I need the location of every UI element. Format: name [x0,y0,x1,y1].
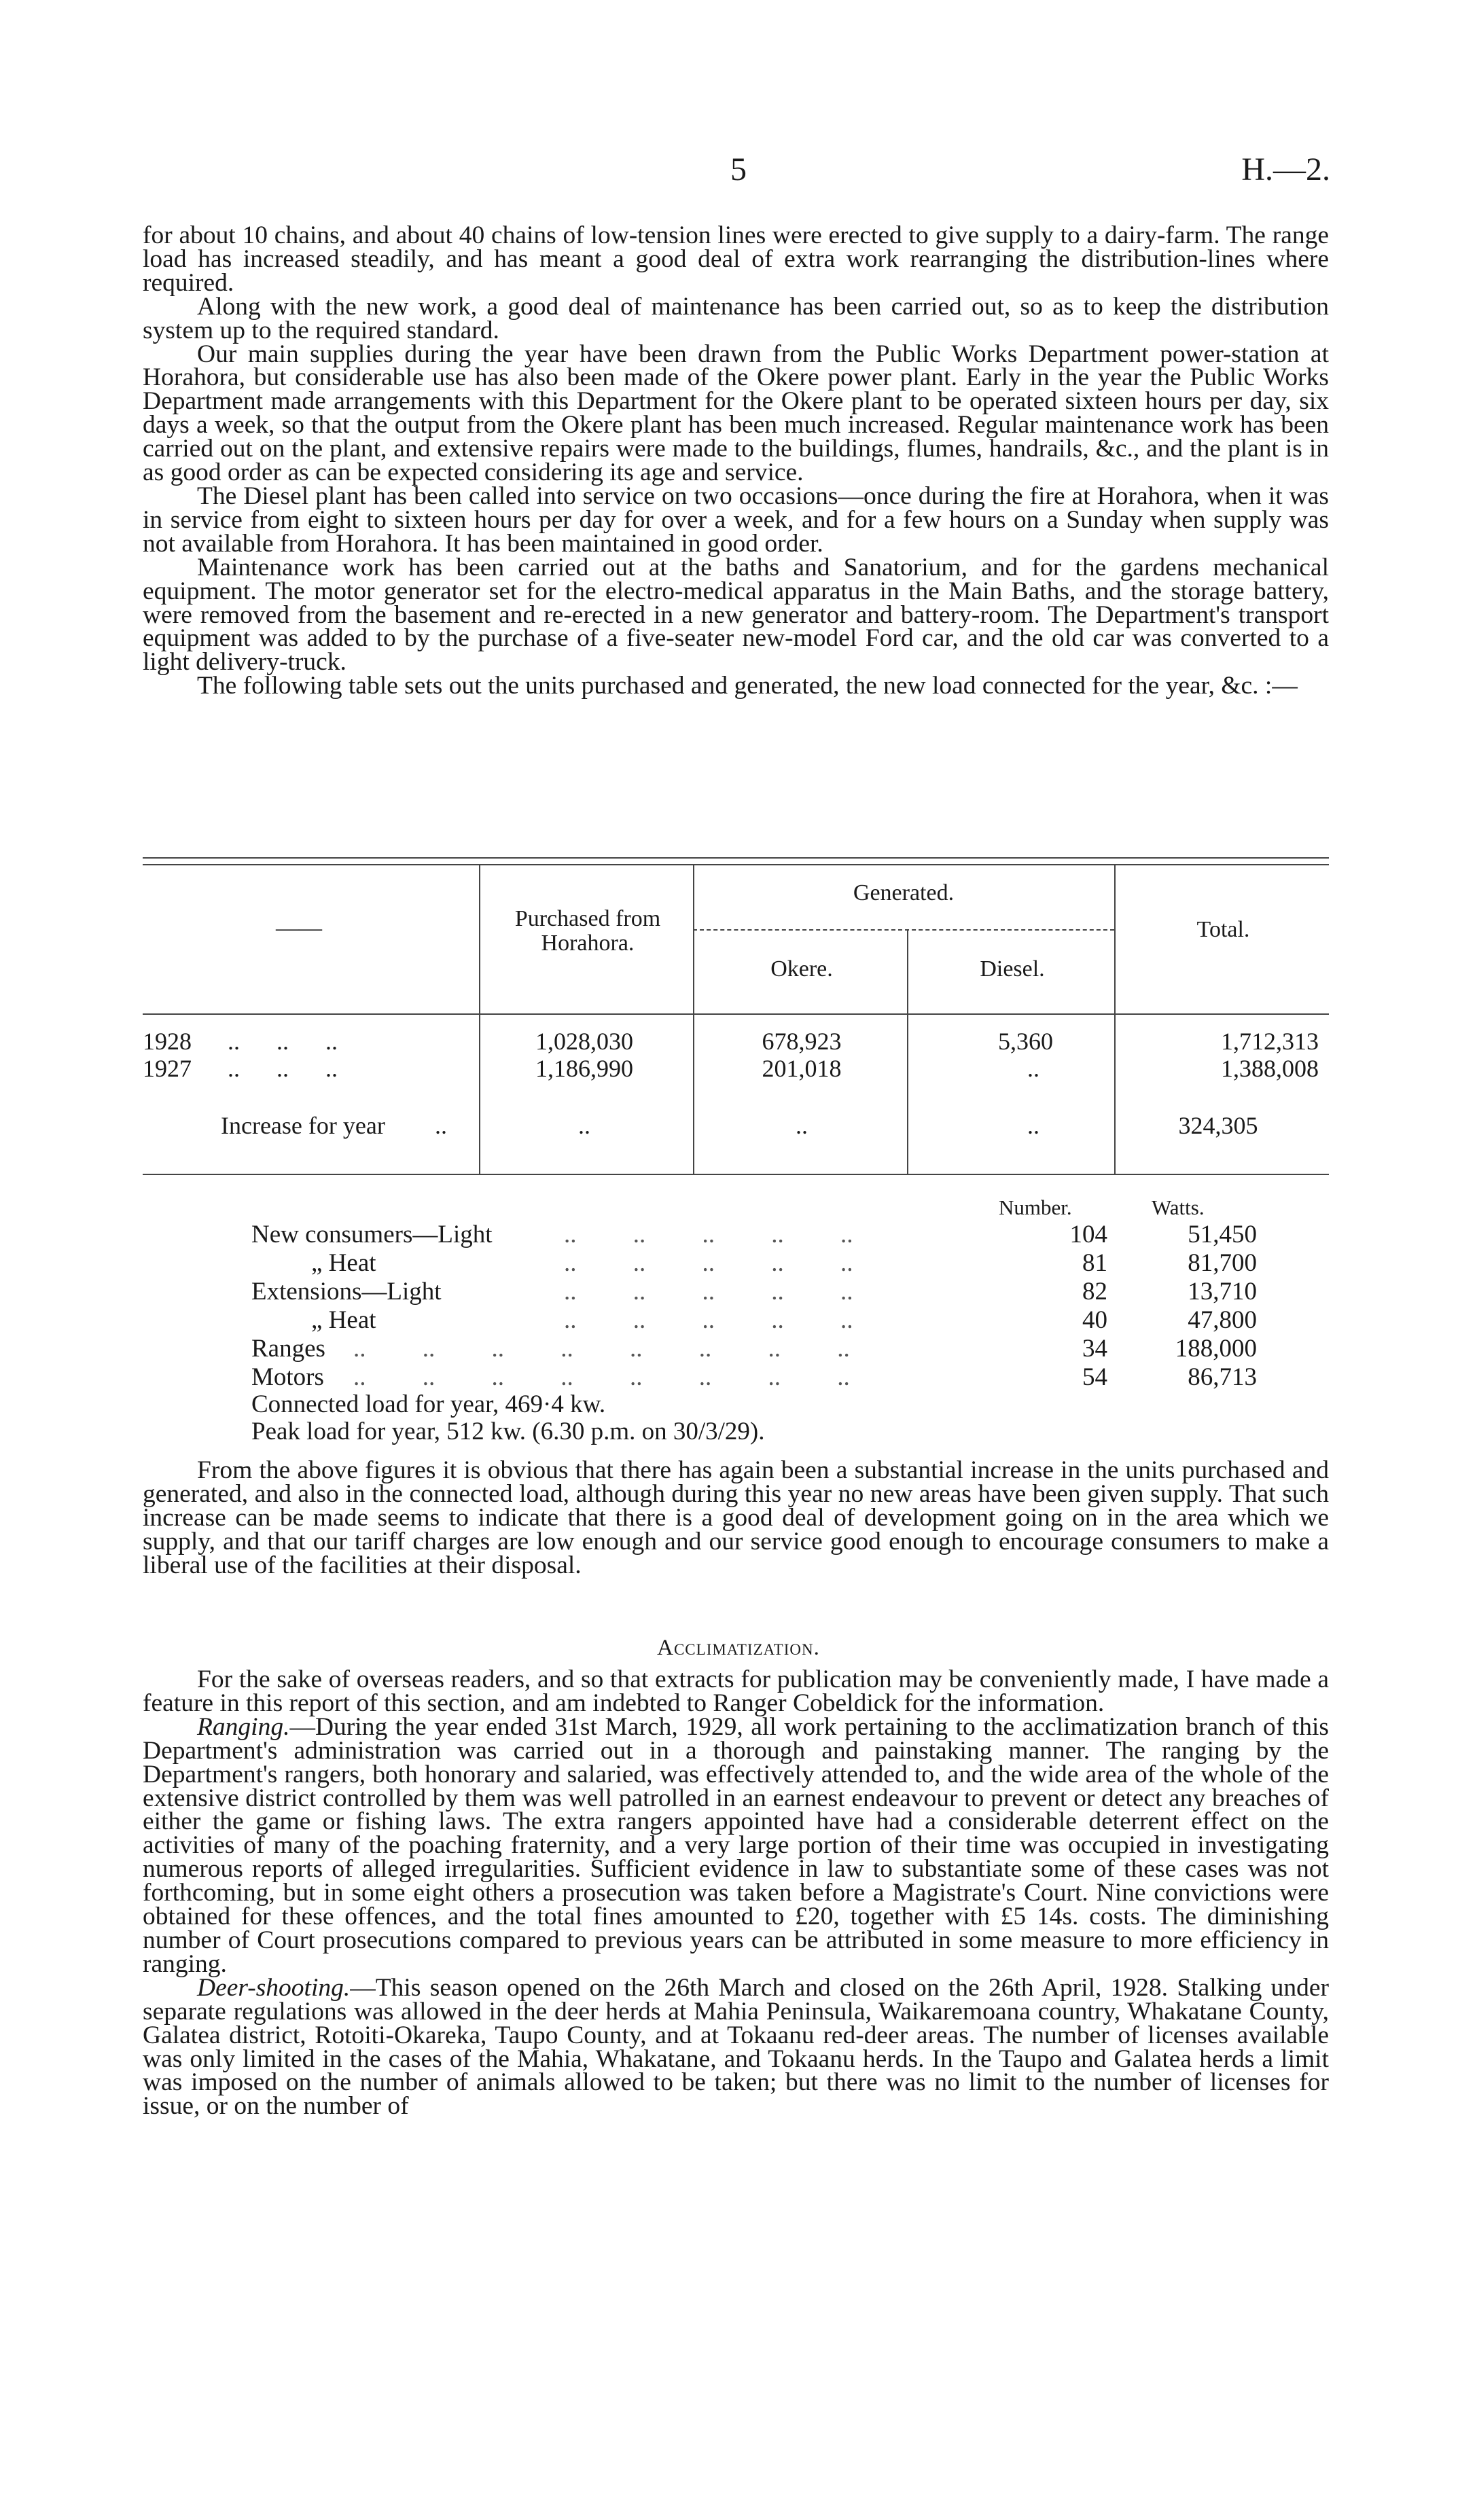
document-code: H.—2. [1241,151,1330,187]
paragraph: Along with the new work, a good deal of maintenance has been carried out, so as to keep the distribution system up to the required standard. [143,292,1329,344]
col-header-total: Total. [1196,917,1250,942]
ranging-paragraph [143,1712,1329,1978]
cell-total: 1,388,008 [1221,1055,1319,1082]
stat-label: Ranges [251,1335,325,1363]
deer-text: —This season opened on the 26th March and closed on the 26th April, 1928. Stalking under separate regulations was allowed in the deer herds at Mahia Peninsula, Waikaremoana country, Whakatane County, Galatea district, Rotoiti-Okareka, Taupo County, and at Tokaanu red-deer areas. The number of licenses available was only limited in the cases of the Mahia, Whakatane, and Tokaanu herds. In the Taupo and Galatea herds a limit was imposed on the number of animals allowed to be taken; but there was no limit to the number of licenses for issue, or on the number of [143,1973,1329,2121]
col-header-purchased: Purchased from Horahora. [514,906,661,956]
peak-load [251,1417,1311,1445]
cell-diesel: 5,360 [998,1028,1053,1055]
row-label: Increase for year [221,1112,385,1139]
deer-paragraph [143,1973,1329,2121]
stat-number: 81 [1082,1249,1107,1277]
stub-header: —— [276,916,322,941]
acclimatization-section [143,1668,1329,2119]
table-column-rule [693,864,694,1174]
stat-row [251,1306,1311,1334]
stat-row [251,1277,1311,1306]
deer-lead: Deer-shooting. [197,1973,351,2002]
leader-dots: .. .. .. .. .. .. .. .. [353,1335,850,1363]
summary-paragraph [143,1456,1329,1579]
cell-okere: .. [796,1112,808,1139]
leader-dots: .. [435,1112,447,1139]
leader-dots: .. .. .. .. .. [564,1306,853,1334]
stat-watts: 81,700 [1188,1249,1257,1277]
col-header-number: Number. [999,1195,1072,1219]
table-rule [693,929,1114,931]
cell-purchased: 1,186,990 [535,1055,633,1082]
stat-number: 54 [1082,1363,1107,1391]
table-column-rule [479,864,480,1174]
stat-number: 40 [1082,1306,1107,1334]
stat-watts: 188,000 [1175,1335,1257,1363]
intro-paragraphs [143,221,1329,700]
connected-load [251,1390,1311,1418]
ranging-text: —During the year ended 31st March, 1929, all work pertaining to the acclimatization branch of this Department's administration was carried out in a thorough and painstaking manner. The ranging by the Department's rangers, both honorary and salaried, was effectively attended to, and the wide area of the whole of the extensive district controlled by them was well patrolled in an earnest endeavour to prevent or detect any breaches of either the game or fishing laws. The extra rangers appointed have had a considerable deterrent effect on the activities of many of the poaching fraternity, and a very large portion of their time was occupied in investigating numerous reports of alleged irregularities. Sufficient evidence in law to substantiate some of these cases was not forthcoming, but in some eight others a prosecution was taken before a Magistrate's Court. Nine convictions were obtained for these offences, and the total fines amounted to £20, together with £5 14s. costs. The diminishing number of Court prosecutions compared to previous years can be attributed in some measure to more efficiency in ranging. [143,1712,1329,1978]
paragraph: The following table sets out the units purchased and generated, the new load connected for the year, &c. :— [197,672,1298,700]
paragraph: Maintenance work has been carried out at the baths and Sanatorium, and for the gardens mechanical equipment. The motor generator set for the electro-medical apparatus in the Main Baths, and the storage battery, were removed from the basement and re-erected in a new generator and battery-room. The Department's transport equipment was added to by the purchase of a five-seater new-model Ford car, and the old car was converted to a light delivery-truck. [143,553,1329,677]
peak-load-text: Peak load for year, 512 kw. (6.30 p.m. on 30/3/29). [251,1418,765,1445]
row-label: 1927 [143,1055,192,1082]
stat-label: „ Heat [311,1306,376,1334]
stat-label: New consumers—Light [251,1221,493,1248]
table-column-rule [907,931,908,1174]
table-rule [143,1013,1329,1015]
col-header-diesel: Diesel. [980,956,1045,982]
section-heading: Acclimatization. [657,1636,820,1660]
stat-label: Extensions—Light [251,1278,442,1306]
col-header-okere: Okere. [770,956,833,982]
table-rule [143,1174,1329,1175]
col-header-generated: Generated. [853,880,955,905]
table-rule [143,857,1329,859]
cell-purchased: .. [578,1112,590,1139]
cell-okere: 201,018 [762,1055,842,1082]
cell-okere: 678,923 [762,1028,842,1055]
cell-diesel: .. [1027,1112,1039,1139]
ranging-lead: Ranging. [197,1712,290,1741]
stat-row [251,1220,1311,1248]
page-number: 5 [730,151,747,187]
stat-number: 34 [1082,1335,1107,1363]
leader-dots: .. .. .. .. .. [564,1249,853,1277]
paragraph: From the above figures it is obvious that there has again been a substantial increase in the units purchased and generated, and also in the connected load, although during this year no new areas have been given supply. That such increase can be made seems to indicate that there is a good deal of development going on in the area which we supply, and that our tariff charges are low enough and our service good enough to encourage consumers to make a liberal use of the facilities at their disposal. [143,1456,1329,1579]
leader-dots: .. .. .. [228,1028,338,1055]
paragraph: For the sake of overseas readers, and so that extracts for publication may be conveniently made, I have made a feature in this report of this section, and am indebted to Ranger Cobeldick for the information. [143,1666,1329,1717]
stat-watts: 13,710 [1188,1278,1257,1306]
stat-row [251,1363,1311,1391]
paragraph: for about 10 chains, and about 40 chains of low-tension lines were erected to give supply to a dairy-farm. The range load has increased steadily, and has meant a good deal of extra work rearranging the distribution-lines where required. [143,221,1329,297]
cell-purchased: 1,028,030 [535,1028,633,1055]
row-label: 1928 [143,1028,192,1055]
paragraph: The Diesel plant has been called into service on two occasions—once during the fire at Horahora, when it was in service from eight to sixteen hours per day for over a week, and for a few hours on a Sunday when supply was not available from Horahora. It has been maintained in good order. [143,482,1329,558]
stat-number: 82 [1082,1278,1107,1306]
table-column-rule [1114,864,1116,1174]
stat-watts: 51,450 [1188,1221,1257,1248]
leader-dots: .. .. .. .. .. .. .. .. [353,1363,850,1391]
leader-dots: .. .. .. .. .. [564,1278,853,1306]
cell-total: 324,305 [1178,1112,1258,1139]
cell-diesel: .. [1027,1055,1039,1082]
col-header-watts: Watts. [1152,1195,1205,1219]
stat-label: Motors [251,1363,324,1391]
leader-dots: .. .. .. .. .. [564,1221,853,1248]
leader-dots: .. .. .. [228,1055,338,1082]
stat-label: „ Heat [311,1249,376,1277]
stat-watts: 86,713 [1188,1363,1257,1391]
stat-row [251,1248,1311,1277]
connected-load-text: Connected load for year, 469·4 kw. [251,1390,606,1418]
cell-total: 1,712,313 [1221,1028,1319,1055]
stat-number: 104 [1069,1221,1107,1248]
stat-row [251,1334,1311,1363]
stat-watts: 47,800 [1188,1306,1257,1334]
paragraph: Our main supplies during the year have been drawn from the Public Works Department power-station at Horahora, but considerable use has also been made of the Okere power plant. Early in the year the Public Works Department made arrangements with this Department for the Okere plant to be operated sixteen hours per day, six days a week, so that the output from the Okere plant has been much increased. Regular maintenance work has been carried out on the plant, and extensive repairs were made to the buildings, flumes, handrails, &c., and the plant is in as good order as can be expected considering its age and service. [143,340,1329,487]
table-rule [143,864,1329,865]
